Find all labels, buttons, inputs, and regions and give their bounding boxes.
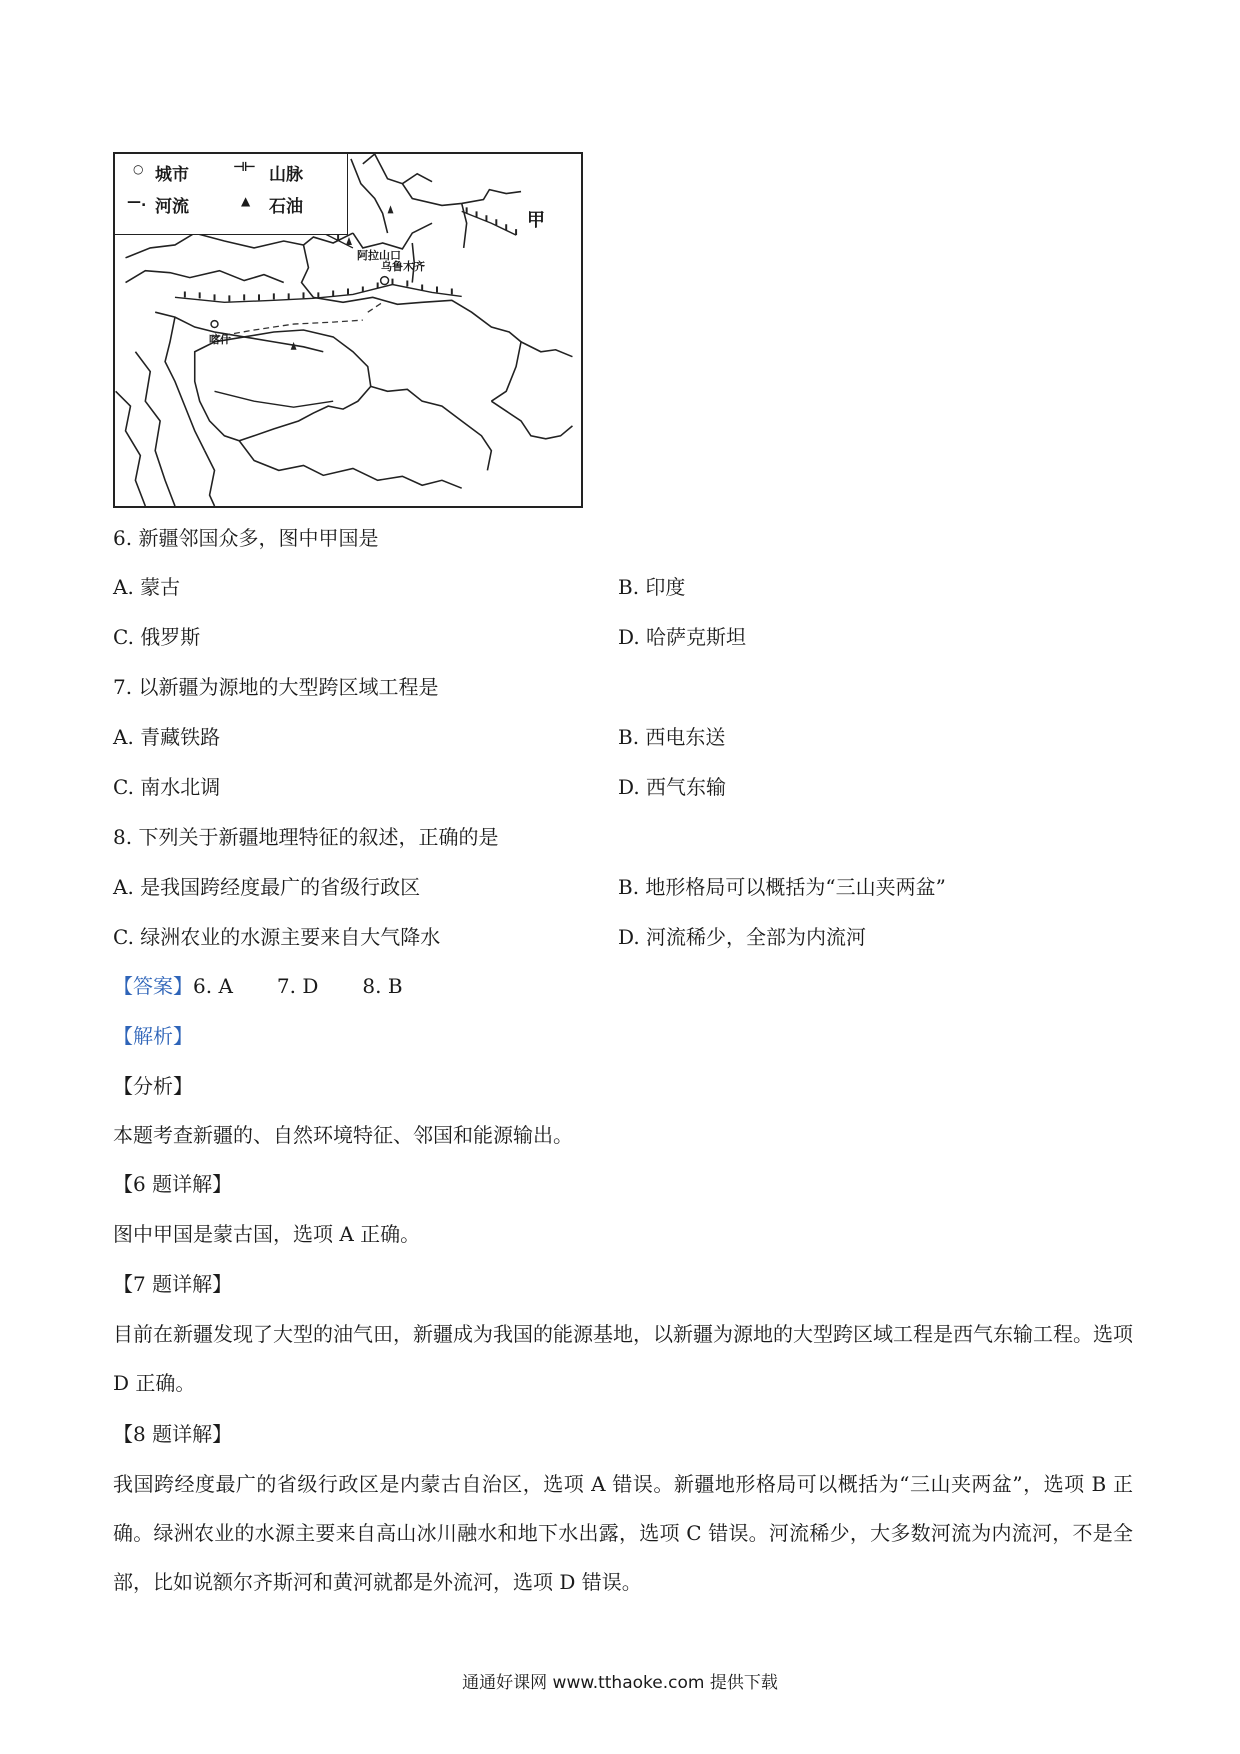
mountain-symbol-icon: ⊣⊢ [233,160,255,175]
legend-mountain: 山脉 [269,165,303,185]
page-footer: 通通好课网 www.tthaoke.com 提供下载 [462,1673,778,1693]
q6-option-d: D. 哈萨克斯坦 [618,625,747,649]
q8-detail-text: 我国跨经度最广的省级行政区是内蒙古自治区，选项 A 错误。新疆地形格局可以概括为“三山夹两盆”，选项 B 正确。绿洲农业的水源主要来自高山冰川融水和地下水出露，选项 C 错误。河流稀少，大多数河流为内流河，不是全部，比如说额尔齐斯河和黄河就都是外流河，选项 D 错误。 [113,1472,1133,1594]
oil-symbol-icon: ▲ [241,194,251,208]
xinjiang-map [113,152,583,508]
legend-oil: 石油 [269,197,303,217]
river-symbol-icon: —. [127,194,147,210]
q7-option-d: D. 西气东输 [618,775,727,799]
q8-option-c: C. 绿洲农业的水源主要来自大气降水 [113,925,441,949]
answer-6: 6. A [193,974,233,998]
answer-label: 【答案】 [113,974,193,998]
q6-detail-title: 【6 题详解】 [113,1172,233,1196]
question-6-stem: 6. 新疆邻国众多，图中甲国是 [113,526,379,550]
q7-detail-title: 【7 题详解】 [113,1272,233,1296]
legend-river: 河流 [155,197,189,217]
answer-8: 8. B [362,974,403,998]
q7-option-b: B. 西电东送 [618,725,726,749]
q7-detail-text: 目前在新疆发现了大型的油气田，新疆成为我国的能源基地，以新疆为源地的大型跨区域工程是西气东输工程。选项 D 正确。 [113,1322,1133,1395]
q8-detail-title: 【8 题详解】 [113,1422,233,1446]
question-8-stem: 8. 下列关于新疆地理特征的叙述，正确的是 [113,825,499,849]
fenxi-text: 本题考查新疆的、自然环境特征、邻国和能源输出。 [113,1123,573,1147]
fenxi-title: 【分析】 [113,1074,193,1098]
q7-option-c: C. 南水北调 [113,775,221,799]
q8-option-d: D. 河流稀少，全部为内流河 [618,925,867,949]
q8-option-b: B. 地形格局可以概括为“三山夹两盆” [618,875,946,899]
q6-option-a: A. 蒙古 [113,575,181,599]
label-jia: 甲 [527,210,545,231]
legend-city: 城市 [155,165,189,185]
city-symbol-icon: ○ [133,162,144,176]
map-legend [115,154,348,235]
analysis-label: 【解析】 [113,1024,193,1048]
question-7-stem: 7. 以新疆为源地的大型跨区域工程是 [113,675,439,699]
q7-option-a: A. 青藏铁路 [113,725,221,749]
label-kashgar: 喀什 [209,333,231,346]
q6-detail-text: 图中甲国是蒙古国，选项 A 正确。 [113,1222,421,1246]
answer-line [113,972,403,1000]
q8-option-a: A. 是我国跨经度最广的省级行政区 [113,875,421,899]
q6-option-b: B. 印度 [618,575,686,599]
label-urumqi: 乌鲁木齐 [381,260,425,273]
label-alashankou: 阿拉山口 [357,249,401,262]
q6-option-c: C. 俄罗斯 [113,625,201,649]
answer-7: 7. D [276,974,319,998]
